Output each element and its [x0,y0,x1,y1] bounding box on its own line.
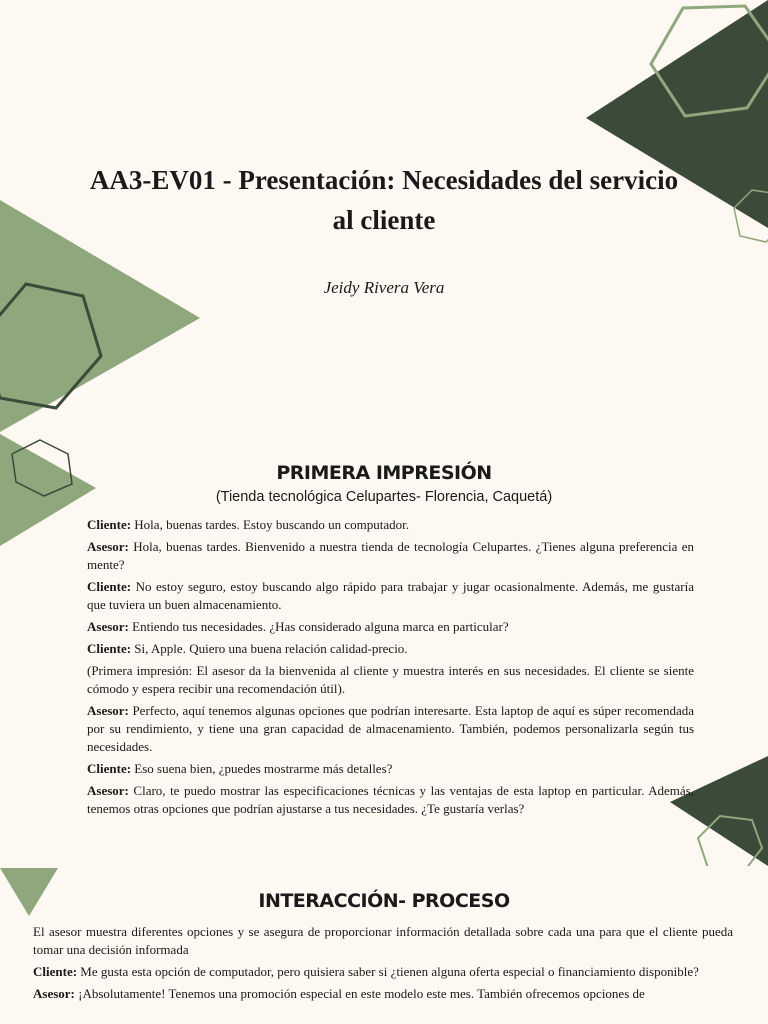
line-text: (Primera impresión: El asesor da la bienvenida al cliente y muestra interés en sus necesidades. El cliente se siente cómodo y espera recibir una recomendación útil). [87,663,694,696]
section-subheading: (Tienda tecnológica Celupartes- Florencia, Caquetá) [215,489,553,505]
line-text: Perfecto, aquí tenemos algunas opciones que podrían interesarte. Esta laptop de aquí es súper recomendada por su rendimiento, y tiene una gran capacidad de almacenamiento. También, podemos personalizarla según tus necesidades. [87,703,694,754]
dialog-line [87,662,694,698]
line-text: Si, Apple. Quiero una buena relación calidad-precio. [131,641,408,656]
slide-primera-impresion [0,434,768,866]
dialog-text [87,516,694,822]
dialog-line [33,985,733,1003]
section-heading: PRIMERA IMPRESIÓN [276,462,492,484]
dialog-line [33,923,733,959]
dialog-line [87,618,694,636]
dialog-line [87,640,694,658]
line-text: Me gusta esta opción de computador, pero quisiera saber si ¿tienen alguna oferta especial o financiamiento disponible? [77,964,699,979]
slide-title [0,0,768,432]
speaker-label: Asesor: [87,703,129,718]
line-text: Hola, buenas tardes. Bienvenido a nuestra tienda de tecnología Celupartes. ¿Tienes alguna preferencia en mente? [87,539,694,572]
page-title: AA3-EV01 - Presentación: Necesidades del servicio al cliente [89,165,679,235]
line-text: Hola, buenas tardes. Estoy buscando un computador. [131,517,410,532]
speaker-label: Cliente: [33,964,78,979]
dialog-line [87,578,694,614]
section-heading: INTERACCIÓN- PROCESO [258,890,510,912]
speaker-label: Asesor: [87,783,129,798]
dialog-line [87,782,694,818]
speaker-label: Asesor: [33,986,75,1001]
speaker-label: Cliente: [87,579,132,594]
speaker-label: Asesor: [87,539,129,554]
dialog-line [87,702,694,756]
dialog-line [33,963,733,981]
line-text: ¡Absolutamente! Tenemos una promoción especial en este modelo este mes. También ofrecemos opciones de [74,986,645,1001]
line-text: No estoy seguro, estoy buscando algo rápido para trabajar y jugar ocasionalmente. Además, me gustaría que tuviera un buen almacenamiento. [87,579,694,612]
speaker-label: Cliente: [87,517,132,532]
dialog-line [87,538,694,574]
speaker-label: Cliente: [87,761,132,776]
dialog-line [87,516,694,534]
speaker-label: Cliente: [87,641,132,656]
line-text: Entiendo tus necesidades. ¿Has considerado alguna marca en particular? [128,619,509,634]
slide-interaccion-proceso [0,868,768,1024]
speaker-label: Asesor: [87,619,129,634]
dialog-text [33,923,733,1007]
author-name: Jeidy Rivera Vera [323,278,445,297]
line-text: Claro, te puedo mostrar las especificaciones técnicas y las ventajas de esta laptop en particular. Además, tenemos otras opciones que podrían ajustarse a tus necesidades. ¿Te gustaría verlas? [87,783,694,816]
line-text: El asesor muestra diferentes opciones y se asegura de proporcionar información detallada sobre cada una para que el cliente pueda tomar una decisión informada [33,924,733,957]
dialog-line [87,760,694,778]
line-text: Eso suena bien, ¿puedes mostrarme más detalles? [131,761,393,776]
